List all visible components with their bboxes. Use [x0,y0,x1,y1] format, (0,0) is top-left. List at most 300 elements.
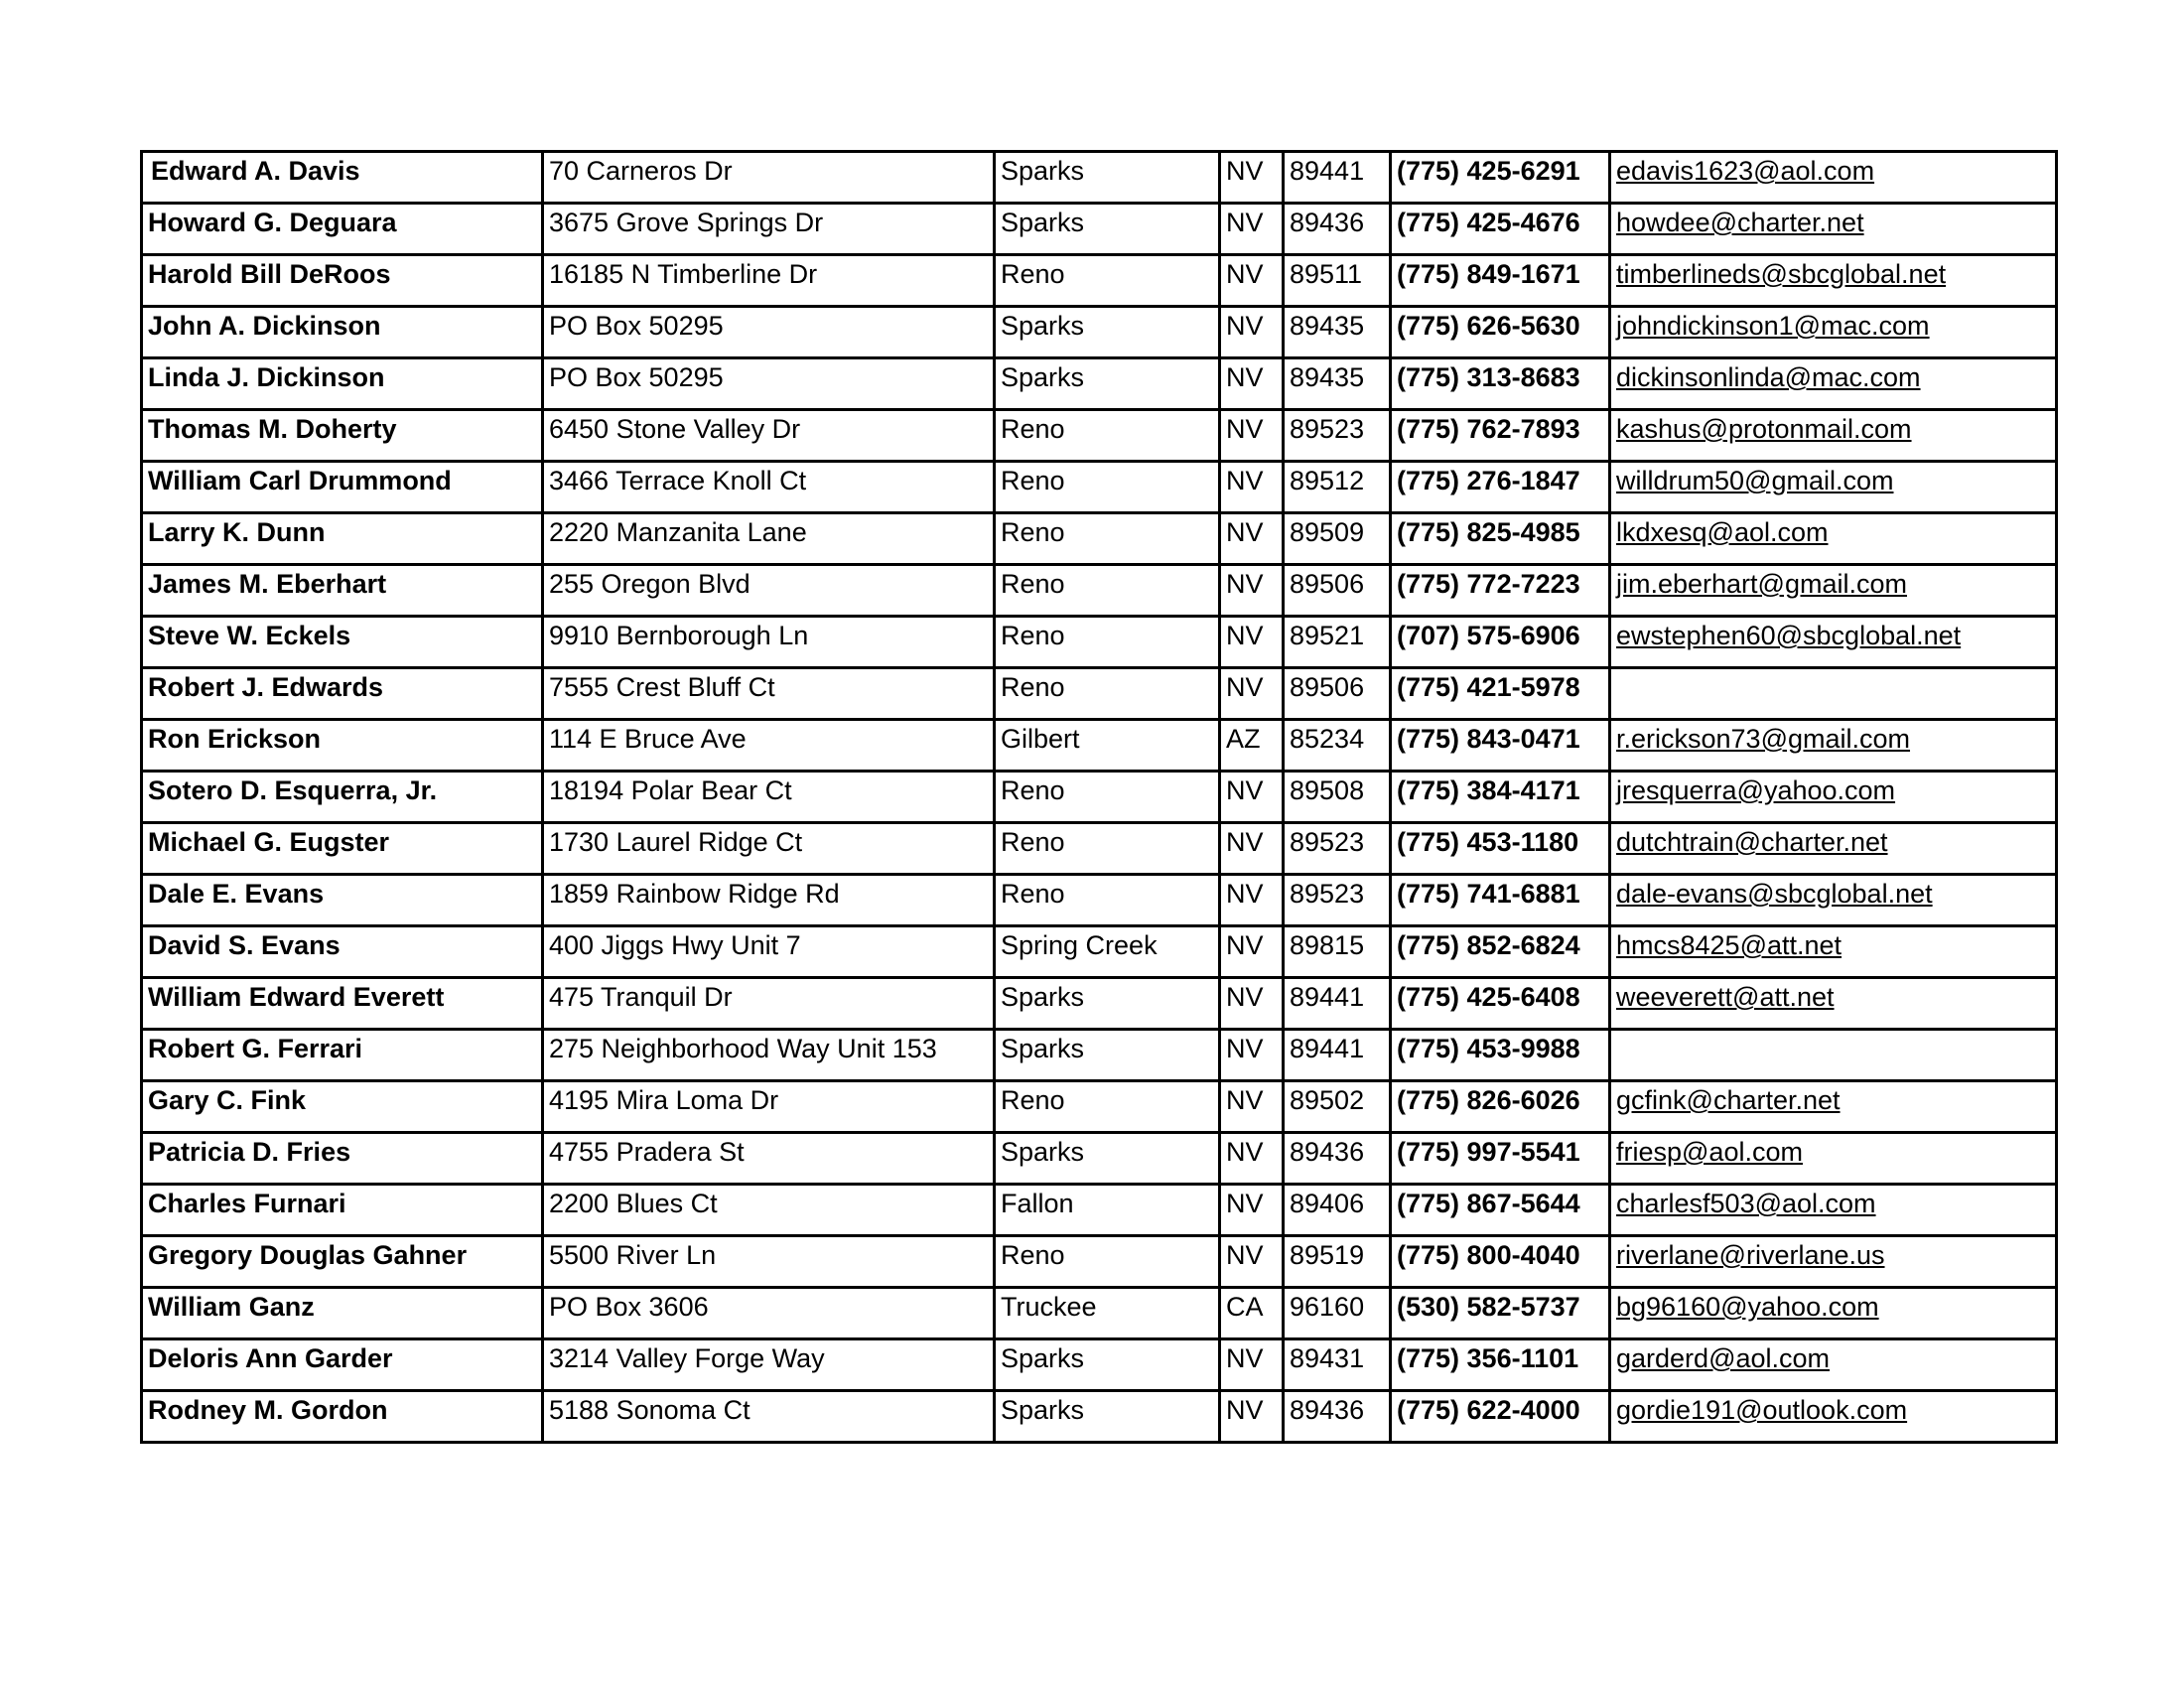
email-link[interactable]: howdee@charter.net [1616,208,1864,237]
zip-cell [1284,823,1391,875]
state-text: AZ [1226,724,1261,754]
zip-text: 89506 [1290,569,1365,599]
city-text: Sparks [1001,362,1085,392]
city-cell [995,358,1220,410]
zip-text: 85234 [1290,724,1365,754]
zip-cell [1284,772,1391,823]
state-text: NV [1226,982,1264,1012]
city-text: Sparks [1001,982,1085,1012]
phone-cell [1391,1236,1610,1288]
table-row [142,875,2057,926]
city-text: Sparks [1001,1137,1085,1167]
phone-text: (775) 843-0471 [1397,724,1580,754]
zip-cell [1284,152,1391,204]
zip-cell [1284,720,1391,772]
zip-text: 89436 [1290,208,1365,237]
phone-cell [1391,772,1610,823]
member-name-text: Gary C. Fink [148,1085,307,1115]
address-text: 275 Neighborhood Way Unit 153 [549,1034,937,1063]
state-cell [1220,926,1284,978]
state-cell [1220,823,1284,875]
table-row [142,772,2057,823]
table-row [142,255,2057,307]
address-cell [543,513,995,565]
state-cell [1220,358,1284,410]
phone-cell [1391,204,1610,255]
state-cell [1220,617,1284,668]
address-cell [543,462,995,513]
phone-cell [1391,307,1610,358]
state-text: NV [1226,466,1264,495]
email-link[interactable]: timberlineds@sbcglobal.net [1616,259,1947,289]
city-text: Sparks [1001,1034,1085,1063]
phone-text: (775) 626-5630 [1397,311,1580,341]
city-text: Gilbert [1001,724,1080,754]
email-link[interactable]: garderd@aol.com [1616,1343,1831,1373]
phone-text: (775) 762-7893 [1397,414,1580,444]
zip-text: 89406 [1290,1189,1365,1218]
city-cell [995,204,1220,255]
state-text: NV [1226,1137,1264,1167]
member-name-text: Harold Bill DeRoos [148,259,391,289]
email-link[interactable]: johndickinson1@mac.com [1616,311,1930,341]
phone-cell [1391,978,1610,1030]
member-name-cell [142,1081,543,1133]
phone-text: (775) 313-8683 [1397,362,1580,392]
member-name-text: Dale E. Evans [148,879,325,909]
zip-cell [1284,513,1391,565]
phone-text: (775) 825-4985 [1397,517,1580,547]
city-cell [995,1030,1220,1081]
phone-cell [1391,1391,1610,1443]
address-text: PO Box 50295 [549,362,724,392]
table-row [142,513,2057,565]
state-cell [1220,410,1284,462]
state-text: NV [1226,362,1264,392]
phone-text: (775) 741-6881 [1397,879,1580,909]
zip-text: 89523 [1290,827,1365,857]
email-cell [1610,1133,2057,1185]
email-cell [1610,152,2057,204]
state-text: NV [1226,1395,1264,1425]
email-cell [1610,1339,2057,1391]
phone-cell [1391,926,1610,978]
address-text: 255 Oregon Blvd [549,569,751,599]
table-row [142,1133,2057,1185]
state-text: NV [1226,879,1264,909]
zip-cell [1284,255,1391,307]
city-text: Reno [1001,621,1065,650]
address-cell [543,1185,995,1236]
address-text: 70 Carneros Dr [549,156,733,186]
state-cell [1220,1288,1284,1339]
state-text: NV [1226,827,1264,857]
table-row [142,204,2057,255]
city-text: Sparks [1001,156,1085,186]
table-row [142,617,2057,668]
address-text: 4195 Mira Loma Dr [549,1085,779,1115]
address-cell [543,1288,995,1339]
member-name-text: Edward A. Davis [151,156,360,186]
city-text: Reno [1001,466,1065,495]
address-cell [543,668,995,720]
email-cell [1610,565,2057,617]
phone-cell [1391,410,1610,462]
table-row [142,978,2057,1030]
member-name-cell [142,1236,543,1288]
member-name-text: Sotero D. Esquerra, Jr. [148,775,438,805]
address-text: 1859 Rainbow Ridge Rd [549,879,840,909]
member-name-text: Patricia D. Fries [148,1137,351,1167]
phone-text: (775) 425-4676 [1397,208,1580,237]
zip-text: 89436 [1290,1395,1365,1425]
member-name-cell [142,152,543,204]
address-text: 1730 Laurel Ridge Ct [549,827,803,857]
member-name-cell [142,668,543,720]
city-text: Reno [1001,672,1065,702]
email-link[interactable]: lkdxesq@aol.com [1616,517,1829,547]
state-text: NV [1226,259,1264,289]
member-name-cell [142,513,543,565]
state-text: NV [1226,1189,1264,1218]
phone-cell [1391,255,1610,307]
zip-cell [1284,307,1391,358]
email-cell [1610,1030,2057,1081]
city-text: Reno [1001,775,1065,805]
email-cell [1610,720,2057,772]
state-text: NV [1226,775,1264,805]
address-cell [543,1133,995,1185]
phone-cell [1391,823,1610,875]
member-name-cell [142,1185,543,1236]
city-cell [995,668,1220,720]
email-link[interactable]: willdrum50@gmail.com [1616,466,1894,495]
zip-text: 89523 [1290,879,1365,909]
state-text: NV [1226,156,1264,186]
address-cell [543,875,995,926]
member-name-cell [142,617,543,668]
email-link[interactable]: edavis1623@aol.com [1616,156,1875,186]
email-link[interactable]: hmcs8425@att.net [1616,930,1843,960]
phone-text: (775) 453-1180 [1397,827,1579,857]
email-link[interactable]: bg96160@yahoo.com [1616,1292,1879,1322]
state-text: NV [1226,672,1264,702]
phone-cell [1391,565,1610,617]
member-name-cell [142,462,543,513]
address-cell [543,823,995,875]
member-name-text: Robert G. Ferrari [148,1034,363,1063]
email-cell [1610,410,2057,462]
city-cell [995,720,1220,772]
phone-text: (775) 772-7223 [1397,569,1580,599]
member-name-cell [142,978,543,1030]
email-cell [1610,462,2057,513]
table-row [142,1236,2057,1288]
city-text: Spring Creek [1001,930,1158,960]
phone-text: (775) 849-1671 [1397,259,1580,289]
email-cell [1610,513,2057,565]
city-cell [995,565,1220,617]
city-text: Reno [1001,1085,1065,1115]
phone-cell [1391,668,1610,720]
zip-text: 89511 [1290,259,1363,289]
address-text: 2220 Manzanita Lane [549,517,807,547]
email-cell [1610,978,2057,1030]
address-cell [543,410,995,462]
city-text: Truckee [1001,1292,1097,1322]
zip-cell [1284,565,1391,617]
state-text: NV [1226,930,1264,960]
member-name-text: James M. Eberhart [148,569,387,599]
city-cell [995,152,1220,204]
phone-cell [1391,1081,1610,1133]
table-row [142,462,2057,513]
member-name-cell [142,1133,543,1185]
address-cell [543,307,995,358]
city-cell [995,307,1220,358]
phone-cell [1391,152,1610,204]
phone-cell [1391,462,1610,513]
state-text: CA [1226,1292,1264,1322]
email-cell [1610,358,2057,410]
city-cell [995,1288,1220,1339]
phone-text: (775) 421-5978 [1397,672,1580,702]
table-row [142,152,2057,204]
state-cell [1220,1133,1284,1185]
address-cell [543,1030,995,1081]
city-text: Sparks [1001,208,1085,237]
email-cell [1610,1236,2057,1288]
phone-text: (775) 384-4171 [1397,775,1580,805]
table-row [142,668,2057,720]
state-cell [1220,1030,1284,1081]
zip-text: 89519 [1290,1240,1365,1270]
phone-text: (775) 852-6824 [1397,930,1580,960]
zip-cell [1284,1339,1391,1391]
email-cell [1610,255,2057,307]
city-cell [995,978,1220,1030]
city-text: Sparks [1001,311,1085,341]
city-text: Fallon [1001,1189,1074,1218]
zip-text: 89523 [1290,414,1365,444]
zip-cell [1284,204,1391,255]
city-cell [995,823,1220,875]
phone-text: (707) 575-6906 [1397,621,1580,650]
city-cell [995,1339,1220,1391]
member-name-text: John A. Dickinson [148,311,381,341]
city-cell [995,1236,1220,1288]
city-cell [995,1391,1220,1443]
address-text: 4755 Pradera St [549,1137,745,1167]
email-cell [1610,875,2057,926]
phone-text: (530) 582-5737 [1397,1292,1580,1322]
email-link[interactable]: weeverett@att.net [1616,982,1835,1012]
member-name-text: Howard G. Deguara [148,208,397,237]
email-link[interactable]: jresquerra@yahoo.com [1616,775,1896,805]
table-row [142,1081,2057,1133]
email-cell [1610,1185,2057,1236]
address-cell [543,720,995,772]
address-text: 6450 Stone Valley Dr [549,414,801,444]
table-row [142,1391,2057,1443]
state-cell [1220,307,1284,358]
state-cell [1220,1236,1284,1288]
address-text: 3214 Valley Forge Way [549,1343,825,1373]
state-cell [1220,668,1284,720]
table-row [142,720,2057,772]
zip-cell [1284,1081,1391,1133]
member-name-text: Deloris Ann Garder [148,1343,393,1373]
state-cell [1220,255,1284,307]
address-text: 5500 River Ln [549,1240,717,1270]
email-cell [1610,668,2057,720]
email-link[interactable]: gcfink@charter.net [1616,1085,1841,1115]
email-cell [1610,772,2057,823]
email-link[interactable]: friesp@aol.com [1616,1137,1803,1167]
email-link[interactable]: kashus@protonmail.com [1616,414,1912,444]
zip-cell [1284,1185,1391,1236]
city-cell [995,255,1220,307]
member-name-text: Robert J. Edwards [148,672,384,702]
state-cell [1220,565,1284,617]
address-cell [543,204,995,255]
city-cell [995,462,1220,513]
table-row [142,1339,2057,1391]
member-name-text: Steve W. Eckels [148,621,351,650]
zip-cell [1284,617,1391,668]
state-cell [1220,1391,1284,1443]
phone-text: (775) 867-5644 [1397,1189,1580,1218]
phone-cell [1391,1339,1610,1391]
state-cell [1220,204,1284,255]
member-name-cell [142,358,543,410]
address-text: 7555 Crest Bluff Ct [549,672,775,702]
state-text: NV [1226,208,1264,237]
member-name-cell [142,875,543,926]
zip-cell [1284,1133,1391,1185]
address-text: 400 Jiggs Hwy Unit 7 [549,930,801,960]
zip-cell [1284,1288,1391,1339]
email-cell [1610,823,2057,875]
state-text: NV [1226,1240,1264,1270]
phone-text: (775) 425-6408 [1397,982,1580,1012]
zip-cell [1284,462,1391,513]
state-text: NV [1226,311,1264,341]
address-text: 9910 Bernborough Ln [549,621,809,650]
address-cell [543,978,995,1030]
phone-text: (775) 997-5541 [1397,1137,1580,1167]
city-cell [995,410,1220,462]
email-cell [1610,1391,2057,1443]
table-row [142,307,2057,358]
address-cell [543,772,995,823]
zip-text: 89506 [1290,672,1365,702]
email-link[interactable]: gordie191@outlook.com [1616,1395,1908,1425]
phone-cell [1391,875,1610,926]
member-name-text: Rodney M. Gordon [148,1395,388,1425]
member-name-cell [142,410,543,462]
city-text: Reno [1001,569,1065,599]
zip-text: 89436 [1290,1137,1365,1167]
state-cell [1220,1339,1284,1391]
email-link[interactable]: r.erickson73@gmail.com [1616,724,1911,754]
member-name-cell [142,204,543,255]
email-cell [1610,617,2057,668]
phone-cell [1391,617,1610,668]
city-cell [995,772,1220,823]
member-name-cell [142,823,543,875]
address-cell [543,565,995,617]
phone-text: (775) 453-9988 [1397,1034,1580,1063]
state-text: NV [1226,621,1264,650]
zip-cell [1284,410,1391,462]
zip-text: 89435 [1290,362,1365,392]
state-cell [1220,462,1284,513]
address-text: 5188 Sonoma Ct [549,1395,751,1425]
table-row [142,1185,2057,1236]
email-cell [1610,926,2057,978]
zip-cell [1284,1236,1391,1288]
member-name-cell [142,1030,543,1081]
phone-text: (775) 622-4000 [1397,1395,1580,1425]
email-link[interactable]: riverlane@riverlane.us [1616,1240,1885,1270]
member-name-cell [142,565,543,617]
zip-text: 89441 [1290,156,1365,186]
email-link[interactable]: ewstephen60@sbcglobal.net [1616,621,1962,650]
phone-text: (775) 826-6026 [1397,1085,1580,1115]
member-name-cell [142,1339,543,1391]
zip-cell [1284,1391,1391,1443]
address-cell [543,1391,995,1443]
city-cell [995,1081,1220,1133]
member-name-cell [142,720,543,772]
state-text: NV [1226,1343,1264,1373]
state-text: NV [1226,517,1264,547]
city-text: Sparks [1001,1343,1085,1373]
email-link[interactable]: dickinsonlinda@mac.com [1616,362,1921,392]
email-link[interactable]: dutchtrain@charter.net [1616,827,1888,857]
city-text: Reno [1001,827,1065,857]
email-link[interactable]: charlesf503@aol.com [1616,1189,1876,1218]
city-text: Reno [1001,414,1065,444]
zip-cell [1284,1030,1391,1081]
phone-cell [1391,358,1610,410]
zip-text: 89502 [1290,1085,1365,1115]
phone-text: (775) 276-1847 [1397,466,1580,495]
table-row [142,565,2057,617]
city-cell [995,513,1220,565]
zip-text: 89431 [1290,1343,1365,1373]
zip-cell [1284,668,1391,720]
state-cell [1220,513,1284,565]
email-link[interactable]: jim.eberhart@gmail.com [1616,569,1907,599]
zip-text: 89509 [1290,517,1365,547]
zip-cell [1284,875,1391,926]
city-text: Sparks [1001,1395,1085,1425]
member-name-text: David S. Evans [148,930,341,960]
state-cell [1220,152,1284,204]
phone-cell [1391,1288,1610,1339]
city-cell [995,926,1220,978]
zip-text: 89508 [1290,775,1365,805]
phone-cell [1391,1133,1610,1185]
table-row [142,926,2057,978]
address-text: 3675 Grove Springs Dr [549,208,824,237]
address-text: 18194 Polar Bear Ct [549,775,792,805]
email-link[interactable]: dale-evans@sbcglobal.net [1616,879,1933,909]
member-directory-table [140,150,2058,1444]
zip-text: 89521 [1290,621,1365,650]
